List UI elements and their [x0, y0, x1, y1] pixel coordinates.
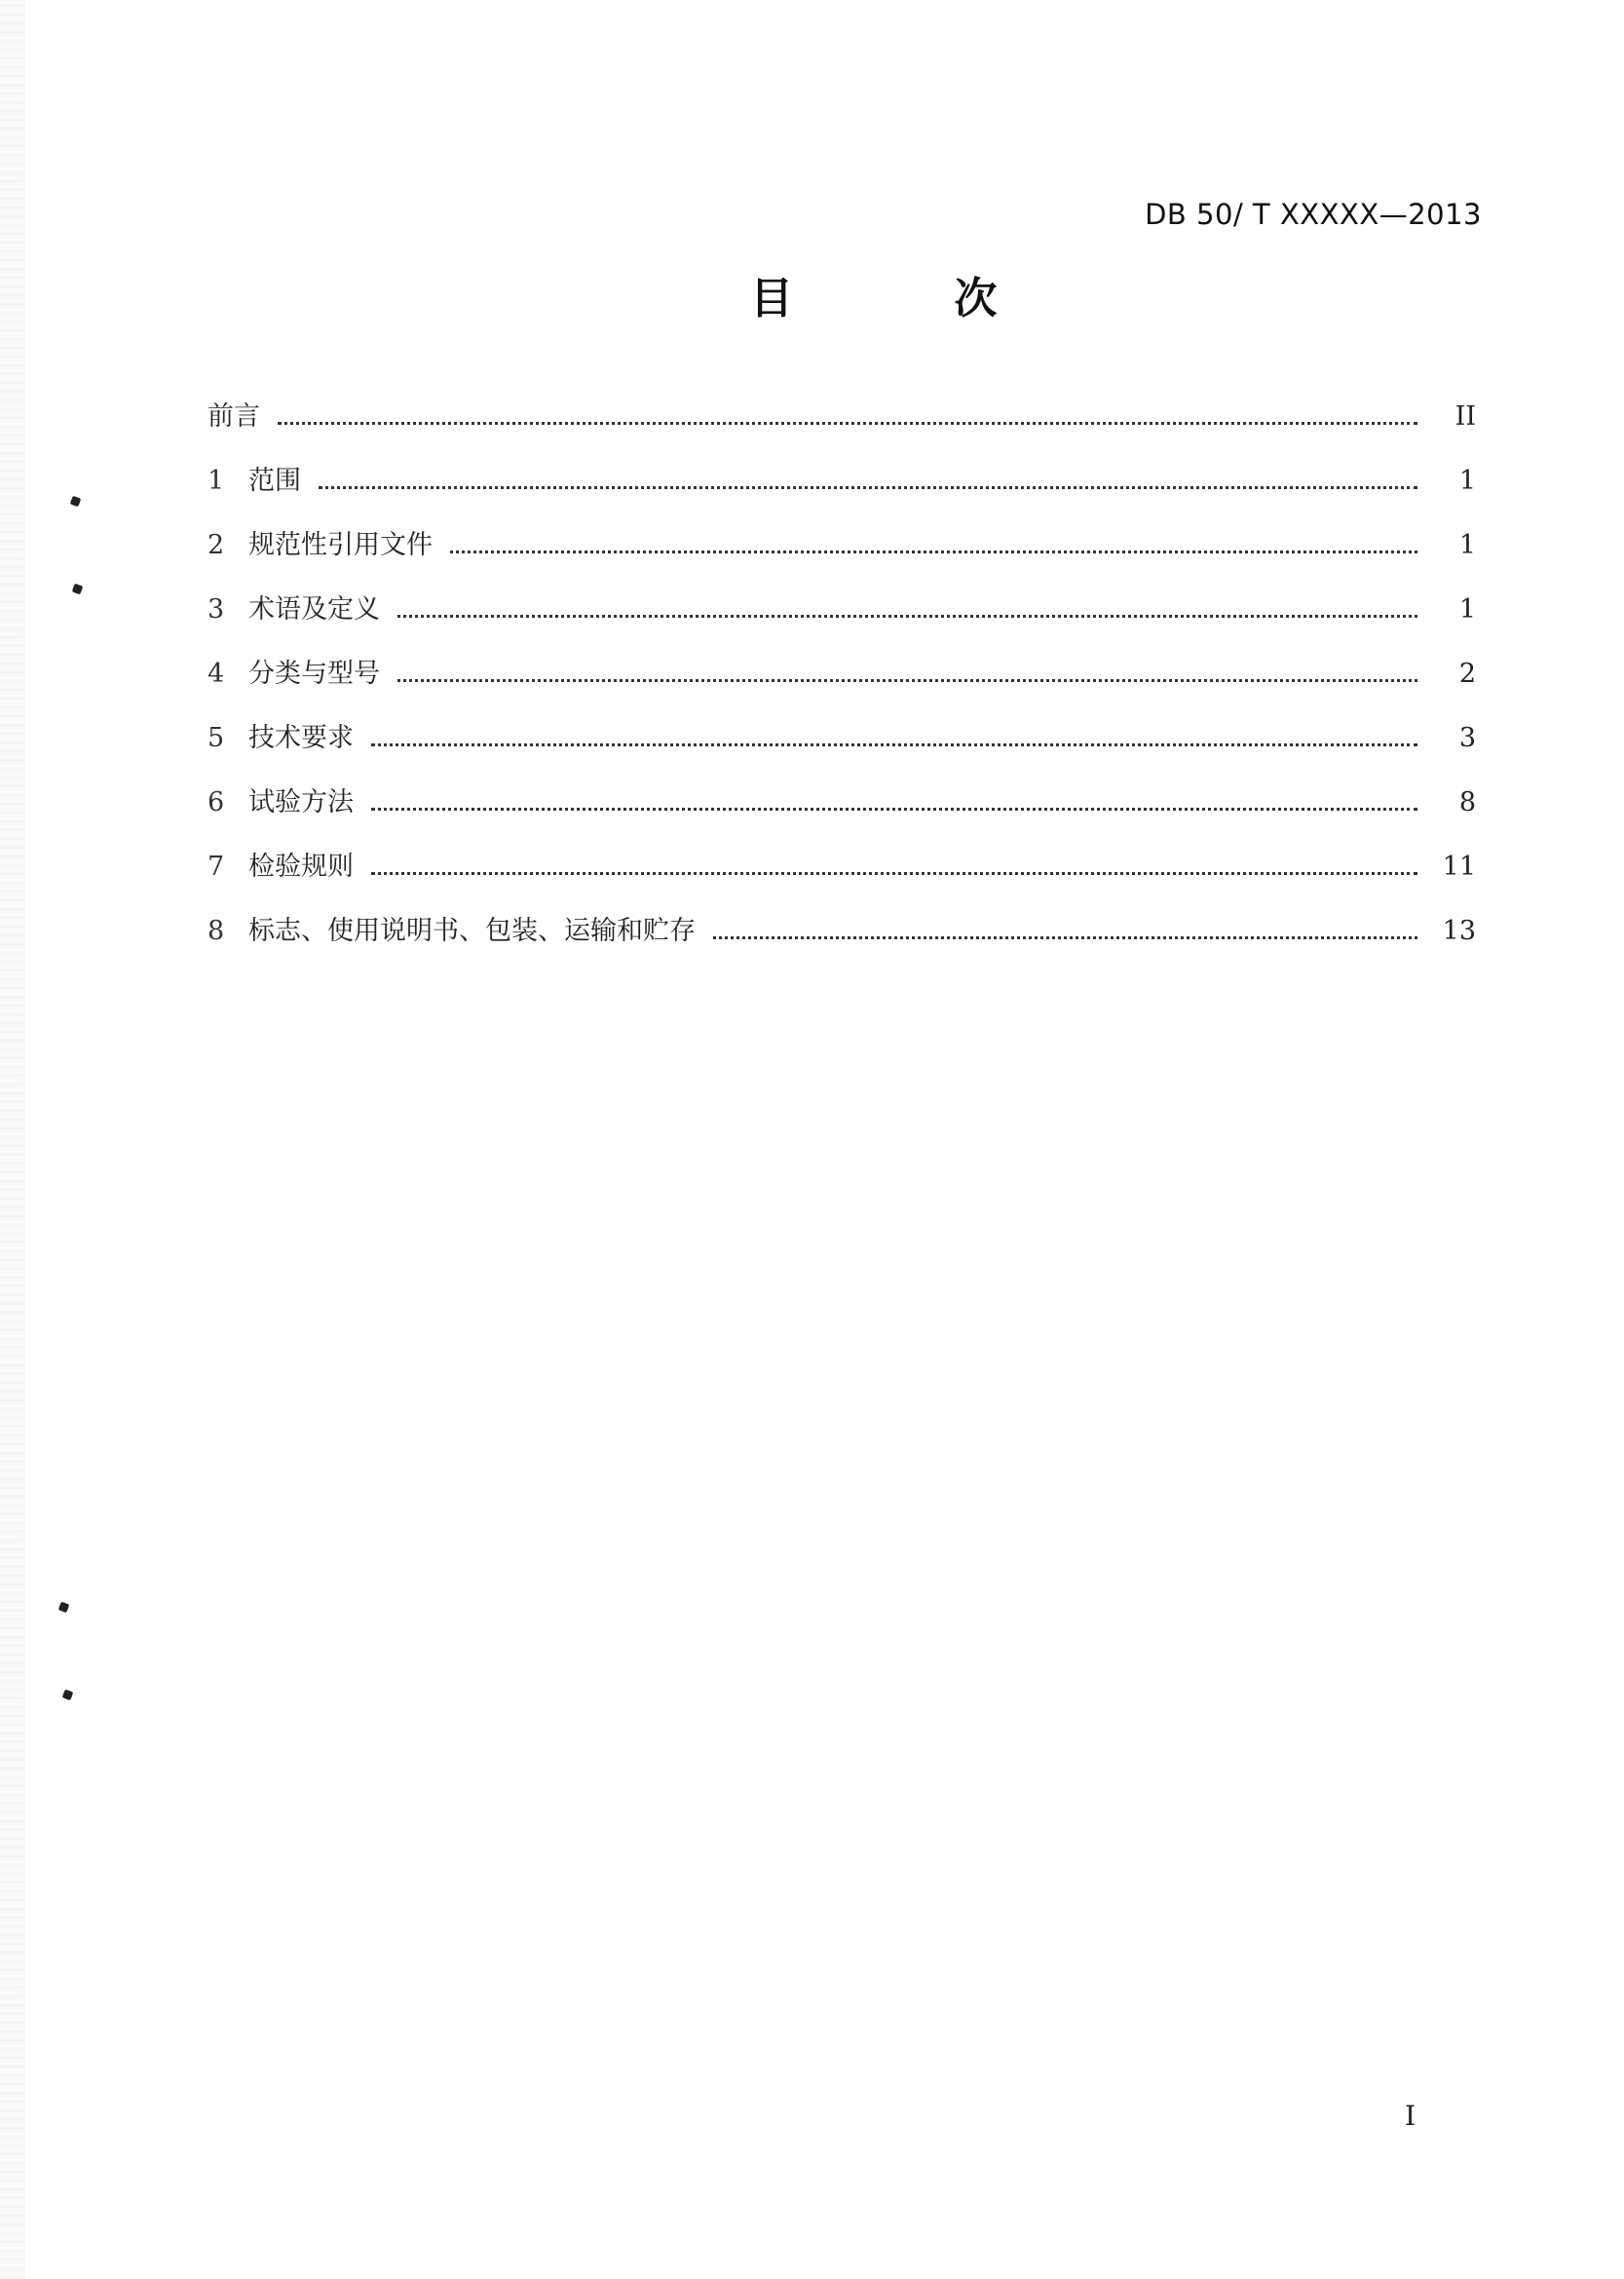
document-code: DB 50/ T XXXXX—2013	[1145, 198, 1482, 231]
toc-entry-page: 13	[1442, 916, 1476, 946]
toc-entry[interactable]	[208, 588, 1476, 652]
toc-entry[interactable]	[208, 845, 1476, 909]
toc-entry-number: 8	[208, 916, 225, 946]
toc-entry-page: 2	[1458, 659, 1476, 689]
toc-entry-number: 7	[208, 852, 225, 882]
toc-entry-title: 试验方法	[248, 787, 354, 817]
toc-entry[interactable]	[208, 459, 1476, 523]
toc-entry-title: 技术要求	[248, 723, 354, 753]
toc-entry-page: 1	[1458, 594, 1476, 625]
toc-entry-number: 4	[208, 659, 225, 689]
toc-entry-title: 术语及定义	[248, 594, 380, 625]
toc-entry-page: II	[1454, 401, 1476, 432]
binding-mark-icon	[58, 1602, 70, 1614]
toc-entry-title: 检验规则	[248, 852, 354, 882]
toc-entry-number: 3	[208, 594, 225, 625]
toc-entry-title: 前言	[208, 401, 260, 432]
binding-mark-icon	[62, 1690, 74, 1701]
toc-entry-number: 5	[208, 723, 225, 753]
toc-leader-dots	[397, 679, 1417, 682]
toc-entry-page: 1	[1458, 530, 1476, 560]
toc-entry-number: 6	[208, 787, 225, 817]
toc-entry-page: 11	[1442, 852, 1476, 882]
toc-entry-title: 分类与型号	[248, 659, 380, 689]
page-number: I	[1405, 2100, 1416, 2132]
toc-entry-title: 规范性引用文件	[248, 530, 433, 560]
toc-leader-dots	[397, 615, 1417, 618]
toc-leader-dots	[713, 936, 1417, 939]
binding-mark-icon	[70, 496, 82, 508]
toc-leader-dots	[371, 872, 1417, 875]
toc-entry-number: 2	[208, 530, 225, 560]
toc-entry-number: 1	[208, 466, 225, 496]
toc-entry[interactable]	[208, 652, 1476, 716]
toc-entry-title: 范围	[248, 466, 301, 496]
toc-leader-dots	[371, 808, 1417, 811]
toc-entry-page: 1	[1458, 466, 1476, 496]
toc-entry[interactable]	[208, 716, 1476, 780]
toc-entry[interactable]	[208, 523, 1476, 588]
toc-leader-dots	[371, 743, 1417, 746]
binding-mark-icon	[72, 584, 84, 595]
toc-entry-page: 3	[1458, 723, 1476, 753]
toc-entry[interactable]	[208, 395, 1476, 459]
scan-edge-artifact	[0, 0, 25, 2279]
toc-leader-dots	[450, 551, 1417, 553]
toc-leader-dots	[319, 486, 1417, 489]
toc-title: 目 次	[750, 274, 1071, 323]
toc-entry[interactable]	[208, 780, 1476, 845]
toc-entry-page: 8	[1458, 787, 1476, 817]
table-of-contents	[208, 395, 1476, 973]
toc-entry[interactable]	[208, 909, 1476, 973]
toc-leader-dots	[278, 422, 1417, 425]
toc-entry-title: 标志、使用说明书、包装、运输和贮存	[248, 916, 696, 946]
